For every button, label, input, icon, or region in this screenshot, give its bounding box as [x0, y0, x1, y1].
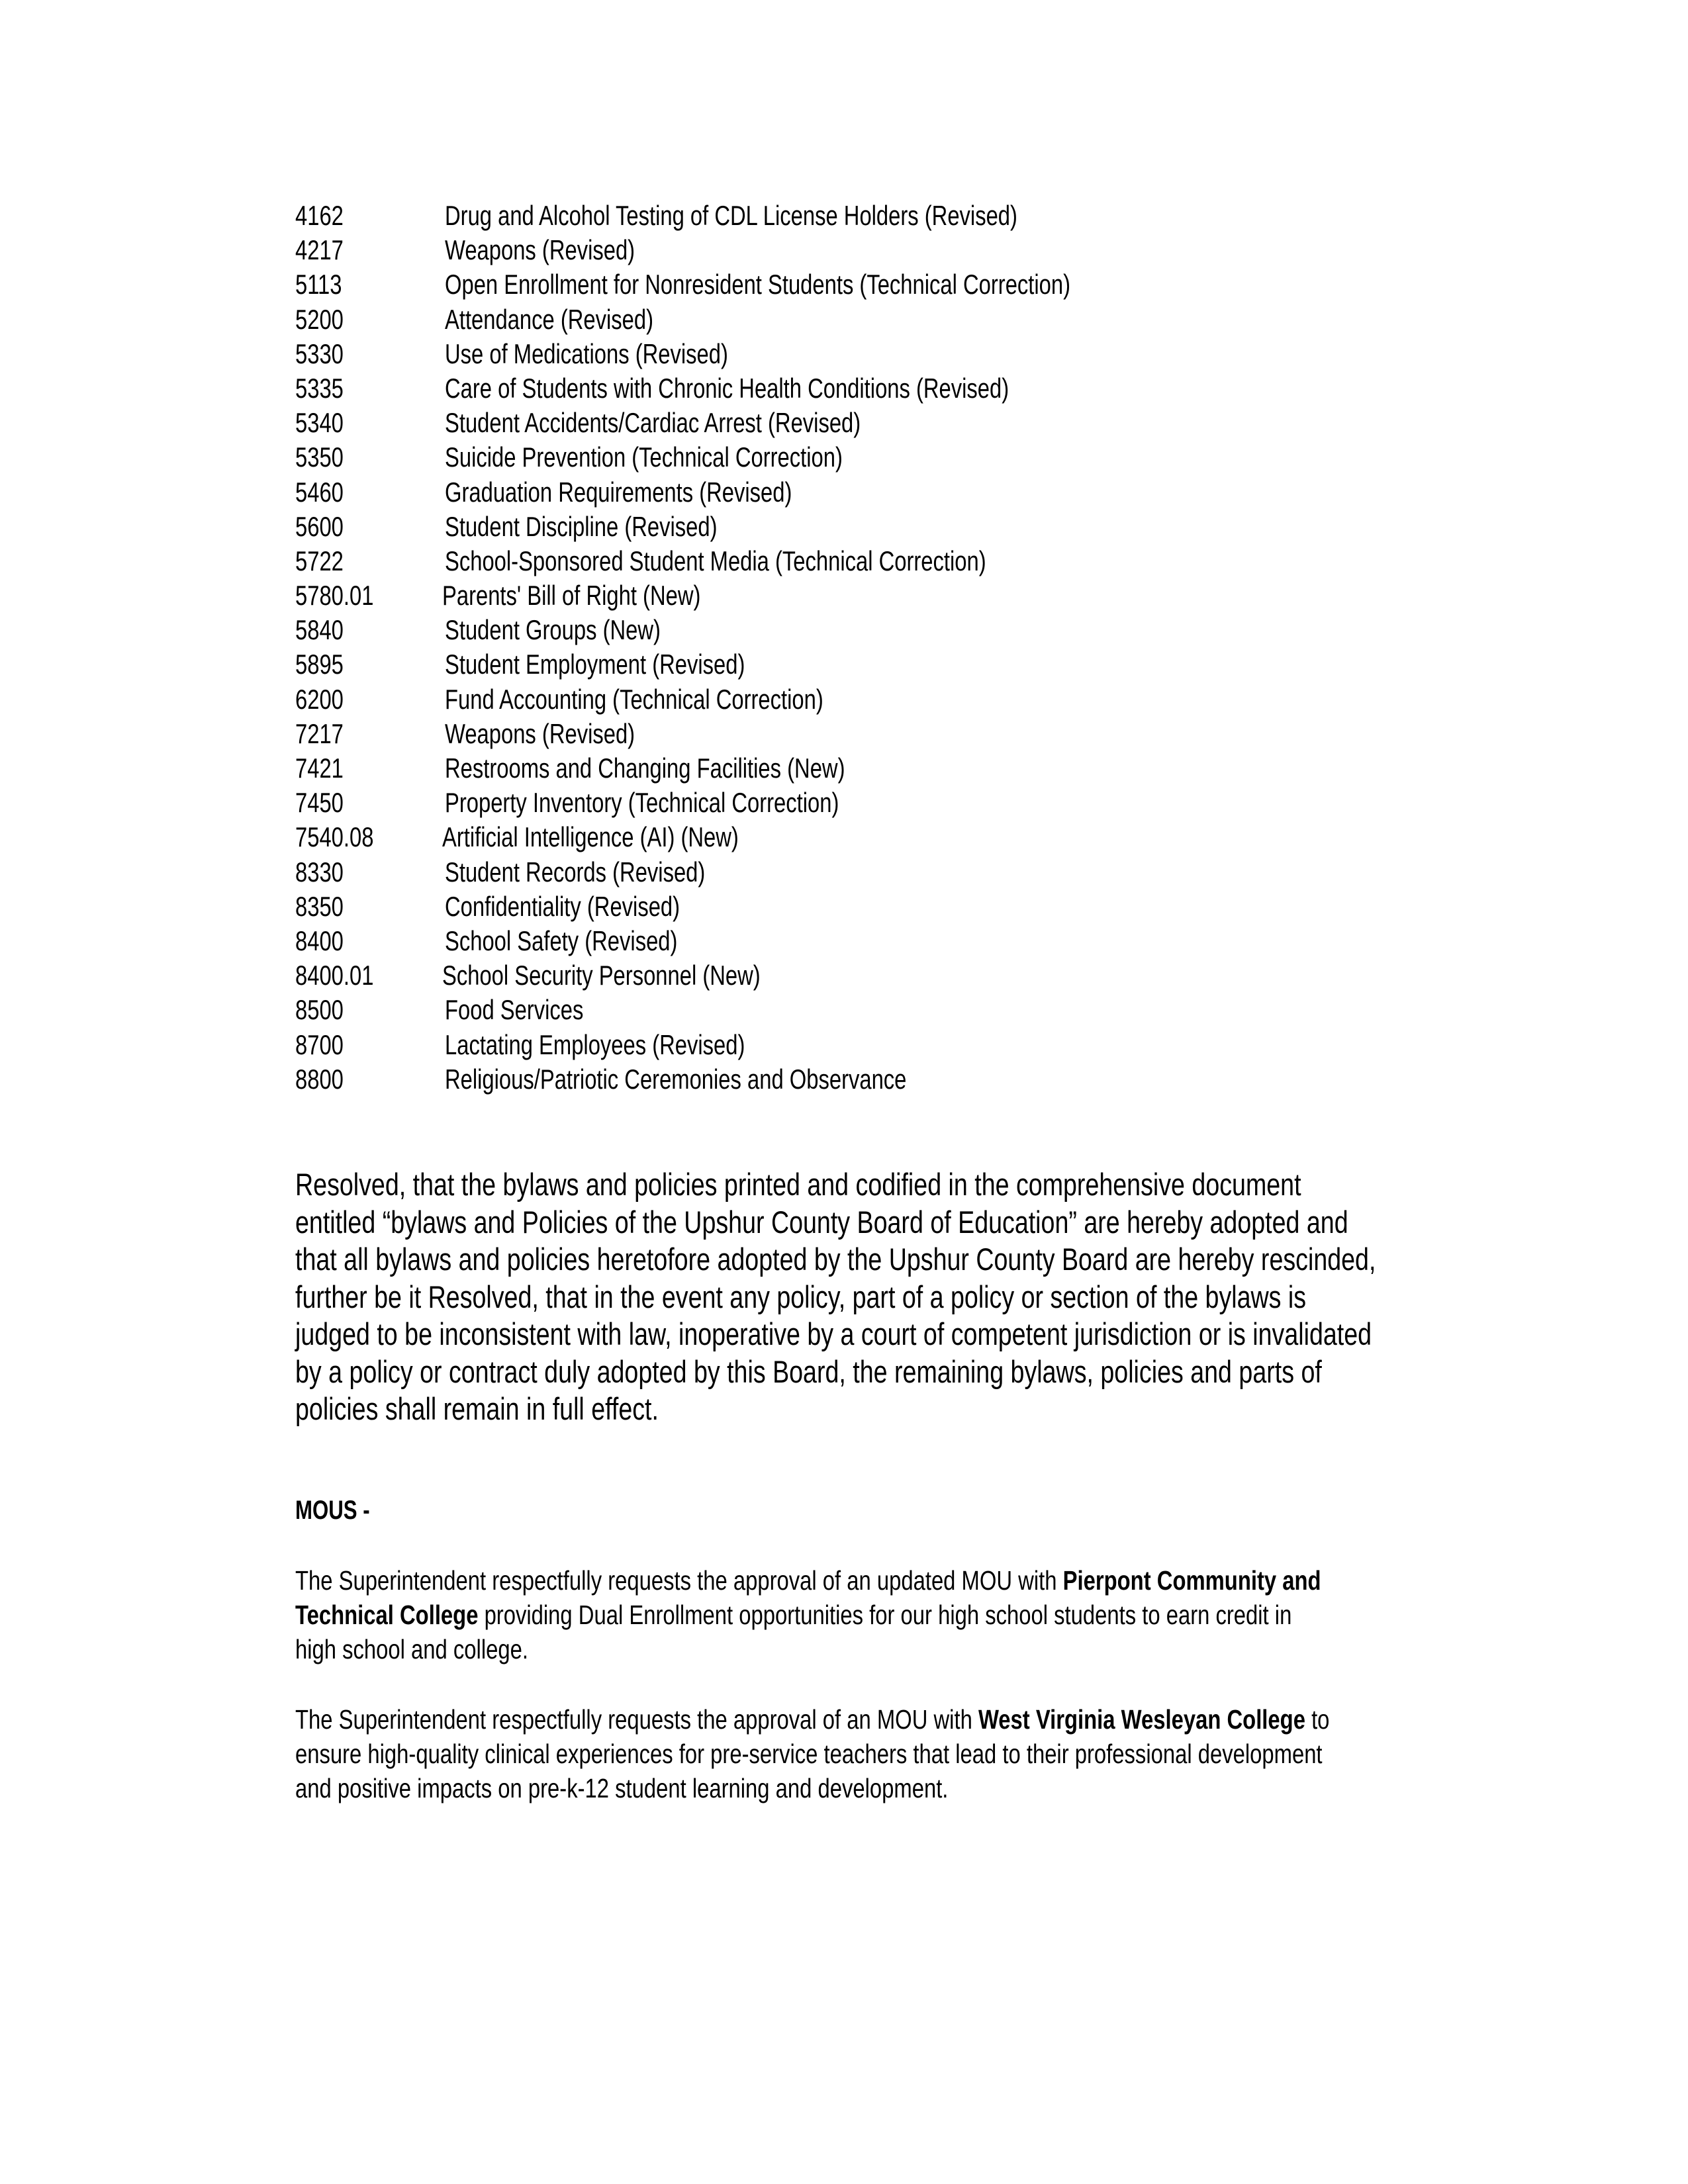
- policy-title: Student Discipline (Revised): [445, 510, 718, 542]
- policy-title: Confidentiality (Revised): [445, 890, 680, 922]
- policy-number: 6200: [295, 683, 344, 715]
- policy-row: [295, 510, 1553, 544]
- policy-row: [295, 820, 1553, 854]
- policy-number: 8350: [295, 890, 344, 922]
- policy-title: Student Accidents/Cardiac Arrest (Revised): [445, 407, 861, 439]
- policy-number: 7217: [295, 717, 344, 749]
- policy-number: 7421: [295, 752, 344, 784]
- mou-text: providing Dual Enrollment opportunities for our high school students to earn credit in: [478, 1600, 1292, 1630]
- policy-number: 8700: [295, 1028, 344, 1060]
- policy-title: Restrooms and Changing Facilities (New): [445, 752, 845, 784]
- policy-row: [295, 337, 1553, 371]
- mou-text: The Superintendent respectfully requests the approval of an MOU with: [295, 1704, 978, 1735]
- policy-row: [295, 475, 1553, 510]
- policy-list: [295, 199, 1553, 1097]
- policy-title: Property Inventory (Technical Correction): [445, 787, 839, 819]
- policy-number: 5113: [295, 269, 342, 300]
- mou-line: [295, 1702, 1330, 1737]
- policy-number: 5460: [295, 476, 344, 508]
- policy-title: Fund Accounting (Technical Correction): [445, 683, 823, 715]
- policy-title: Suicide Prevention (Technical Correction): [445, 441, 843, 473]
- policy-number: 5350: [295, 441, 344, 473]
- policy-title: Lactating Employees (Revised): [445, 1028, 745, 1060]
- resolution-line: Resolved, that the bylaws and policies printed and codified in the comprehensive document: [295, 1167, 1301, 1202]
- mou-text: to: [1305, 1704, 1330, 1735]
- policy-title: Open Enrollment for Nonresident Students (Technical Correction): [445, 269, 1071, 300]
- policy-number: 7450: [295, 787, 344, 819]
- policy-row: [295, 786, 1553, 820]
- institution-name: West Virginia Wesleyan College: [978, 1704, 1305, 1735]
- policy-row: [295, 993, 1553, 1027]
- policy-title: Attendance (Revised): [445, 303, 654, 335]
- policy-number: 5780.01: [295, 580, 374, 612]
- policy-title: School-Sponsored Student Media (Technical Correction): [445, 545, 986, 576]
- policy-number: 5335: [295, 372, 344, 404]
- mou-pierpont-paragraph: [295, 1563, 1553, 1666]
- institution-name: Pierpont Community and: [1062, 1565, 1321, 1596]
- policy-title: Graduation Requirements (Revised): [445, 476, 792, 508]
- policy-row: [295, 578, 1553, 613]
- policy-row: [295, 958, 1553, 993]
- policy-row: [295, 717, 1553, 751]
- policy-number: 5840: [295, 614, 344, 646]
- policy-number: 5600: [295, 510, 344, 542]
- policy-title: Parents' Bill of Right (New): [442, 580, 701, 612]
- policy-row: [295, 889, 1553, 924]
- resolution-line: entitled “bylaws and Policies of the Upshur County Board of Education” are hereby adopted and: [295, 1204, 1348, 1240]
- policy-row: [295, 924, 1553, 958]
- mou-wvwc-paragraph: [295, 1702, 1553, 1805]
- policy-number: 5330: [295, 338, 344, 369]
- policy-row: [295, 199, 1553, 233]
- mou-line: [295, 1598, 1301, 1632]
- policy-title: Student Groups (New): [445, 614, 661, 646]
- policy-title: Religious/Patriotic Ceremonies and Observance: [445, 1063, 907, 1095]
- policy-title: School Safety (Revised): [445, 925, 678, 956]
- policy-row: [295, 647, 1553, 682]
- policy-number: 8400: [295, 925, 344, 956]
- policy-row: [295, 1028, 1553, 1062]
- policy-number: 4217: [295, 234, 344, 266]
- policy-title: Student Employment (Revised): [445, 649, 745, 680]
- policy-row: [295, 233, 1553, 267]
- policy-title: Drug and Alcohol Testing of CDL License Holders (Revised): [445, 200, 1017, 231]
- policy-number: 8400.01: [295, 960, 374, 991]
- policy-number: 8800: [295, 1063, 344, 1095]
- resolution-line: policies shall remain in full effect.: [295, 1391, 659, 1426]
- policy-title: Artificial Intelligence (AI) (New): [442, 821, 739, 853]
- policy-title: Student Records (Revised): [445, 856, 706, 887]
- policy-number: 7540.08: [295, 821, 374, 853]
- resolution-line: judged to be inconsistent with law, inoperative by a court of competent jurisdiction or is invalidated: [295, 1316, 1372, 1351]
- policy-row: [295, 613, 1553, 647]
- policy-row: [295, 544, 1553, 578]
- policy-title: Care of Students with Chronic Health Conditions (Revised): [445, 372, 1009, 404]
- policy-row: [295, 751, 1553, 786]
- policy-row: [295, 406, 1553, 440]
- resolution-line: further be it Resolved, that in the event any policy, part of a policy or section of the bylaws is: [295, 1279, 1307, 1314]
- resolution-line: that all bylaws and policies heretofore adopted by the Upshur County Board are hereby rescinded,: [295, 1242, 1376, 1277]
- policy-row: [295, 855, 1553, 889]
- mous-heading: MOUS -: [295, 1496, 370, 1525]
- policy-number: 8330: [295, 856, 344, 887]
- mou-text: The Superintendent respectfully requests the approval of an updated MOU with: [295, 1565, 1063, 1596]
- policy-row: [295, 302, 1553, 337]
- policy-title: Food Services: [445, 994, 584, 1026]
- policy-row: [295, 371, 1553, 406]
- policy-title: Weapons (Revised): [445, 234, 635, 266]
- policy-number: 4162: [295, 200, 344, 231]
- policy-number: 5340: [295, 407, 344, 439]
- resolution-line: by a policy or contract duly adopted by this Board, the remaining bylaws, policies and parts of: [295, 1353, 1322, 1389]
- policy-number: 8500: [295, 994, 344, 1026]
- mou-line: high school and college.: [295, 1634, 528, 1664]
- mou-line: ensure high-quality clinical experiences for pre-service teachers that lead to their professional development: [295, 1739, 1323, 1769]
- policy-row: [295, 682, 1553, 717]
- policy-row: [295, 267, 1553, 302]
- policy-title: Use of Medications (Revised): [445, 338, 728, 369]
- policy-title: Weapons (Revised): [445, 717, 635, 749]
- institution-name: Technical College: [295, 1600, 479, 1630]
- mou-line: [295, 1563, 1321, 1598]
- mou-line: and positive impacts on pre-k-12 student learning and development.: [295, 1773, 949, 1803]
- policy-row: [295, 1062, 1553, 1097]
- policy-title: School Security Personnel (New): [442, 960, 761, 991]
- policy-row: [295, 440, 1553, 475]
- policy-number: 5200: [295, 303, 344, 335]
- policy-number: 5895: [295, 649, 344, 680]
- policy-number: 5722: [295, 545, 344, 576]
- resolution-paragraph: [295, 1166, 1553, 1428]
